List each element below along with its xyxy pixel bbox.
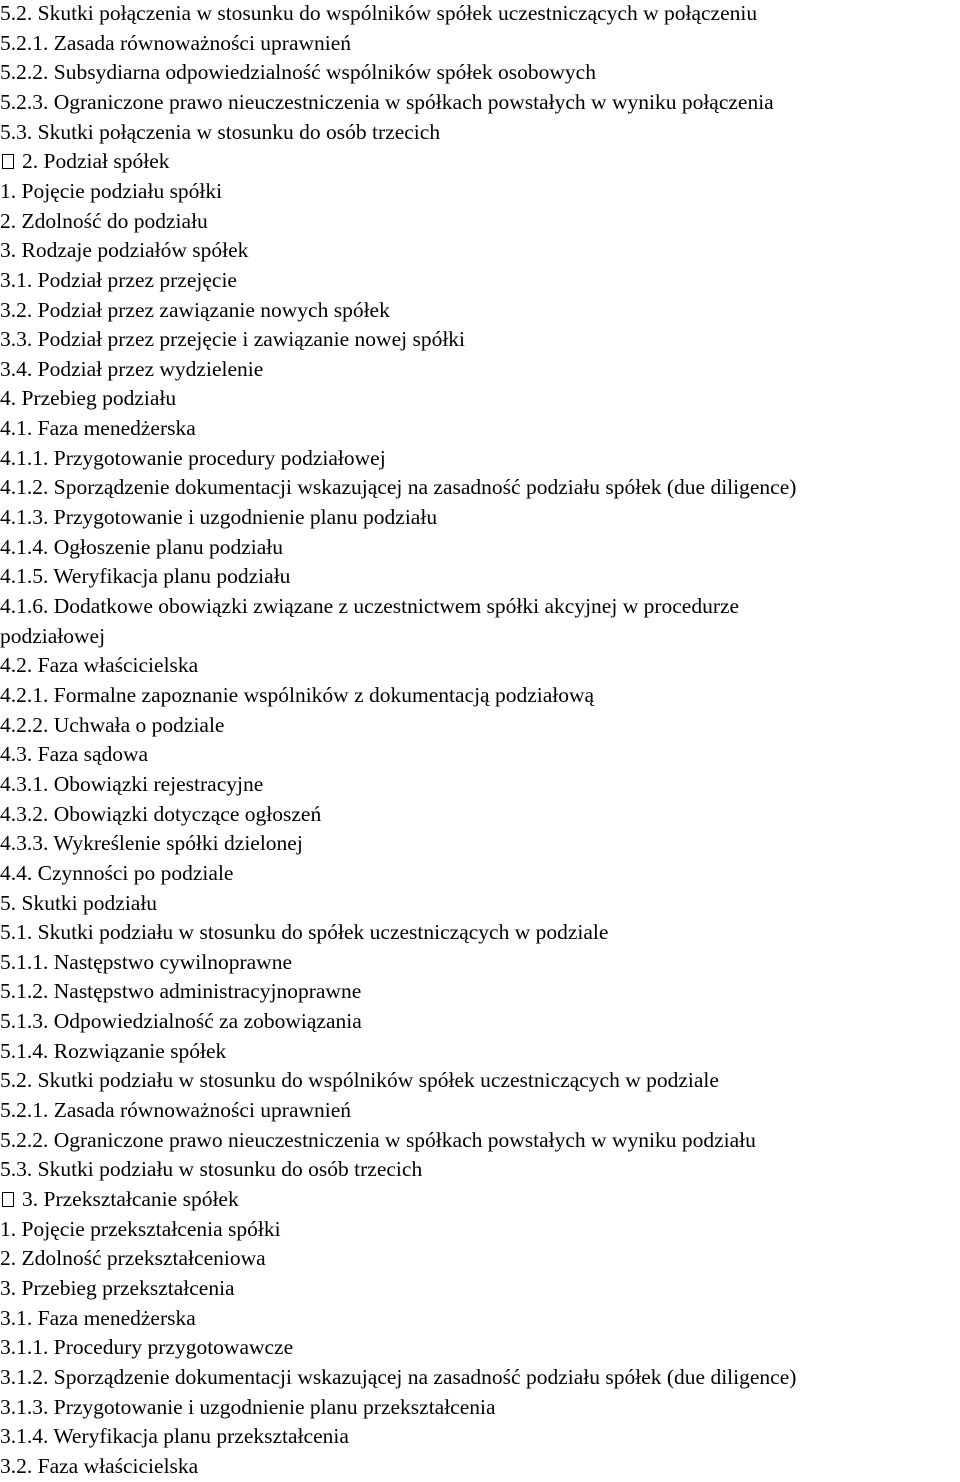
toc-line <box>0 770 960 800</box>
toc-line <box>0 1007 960 1037</box>
toc-line <box>0 977 960 1007</box>
toc-line-text: 3.1.1. Procedury przygotowawcze <box>0 1335 294 1360</box>
toc-line-text: 4.3.2. Obowiązki dotyczące ogłoszeń <box>0 801 322 826</box>
toc-line-text: podziałowej <box>0 623 106 648</box>
toc-line-text: 3. Rodzaje podziałów spółek <box>0 238 249 263</box>
toc-line-text: 4.1.6. Dodatkowe obowiązki związane z uczestnictwem spółki akcyjnej w procedurze <box>0 594 740 618</box>
toc-line <box>0 711 960 741</box>
toc-line <box>0 1363 960 1393</box>
toc-line <box>0 58 960 88</box>
toc-line <box>0 1452 960 1482</box>
toc-line <box>0 384 960 414</box>
toc-line-text: 2. Zdolność przekształceniowa <box>0 1246 266 1271</box>
toc-line <box>0 473 960 503</box>
toc-line <box>0 29 960 59</box>
toc-line-text: 4.3.3. Wykreślenie spółki dzielonej <box>0 831 303 856</box>
toc-line-text: 3.1.3. Przygotowanie i uzgodnienie planu przekształcenia <box>0 1394 496 1419</box>
toc-line-text: 2. Zdolność do podziału <box>0 208 208 233</box>
toc-line-text: 5.2.3. Ograniczone prawo nieuczestniczenia w spółkach powstałych w wyniku połączenia <box>0 89 774 114</box>
toc-line-text: 5.1.3. Odpowiedzialność za zobowiązania <box>0 1009 362 1034</box>
toc-line <box>0 562 960 592</box>
toc-line-text: 1. Pojęcie przekształcenia spółki <box>0 1216 281 1241</box>
toc-line-text: 4.3.1. Obowiązki rejestracyjne <box>0 771 264 796</box>
toc-line-text: 4. Przebieg podziału <box>0 386 177 411</box>
section-heading <box>0 147 960 177</box>
toc-line <box>0 533 960 563</box>
toc-line-text: 5.2. Skutki podziału w stosunku do wspólników spółek uczestniczących w podziale <box>0 1068 719 1093</box>
toc-line <box>0 1422 960 1452</box>
toc-line <box>0 325 960 355</box>
toc-line-text: 3.1. Faza menedżerska <box>0 1305 196 1330</box>
toc-line <box>0 622 960 652</box>
toc-line <box>0 740 960 770</box>
toc-line <box>0 207 960 237</box>
toc-line-text: 5.3. Skutki podziału w stosunku do osób trzecich <box>0 1157 423 1182</box>
toc-line-text: 4.1.3. Przygotowanie i uzgodnienie planu podziału <box>0 505 438 530</box>
toc-line-text: 3.3. Podział przez przejęcie i zawiązanie nowej spółki <box>0 327 466 352</box>
toc-line-text: 5.1.1. Następstwo cywilnoprawne <box>0 949 292 974</box>
toc-line-text: 3.4. Podział przez wydzielenie <box>0 356 264 381</box>
toc-line <box>0 177 960 207</box>
toc-line <box>0 444 960 474</box>
toc-line-text: 4.2.2. Uchwała o podziale <box>0 712 225 737</box>
toc-line <box>0 889 960 919</box>
toc-line <box>0 948 960 978</box>
toc-line-text: 4.1.1. Przygotowanie procedury podziałowej <box>0 445 386 470</box>
toc-line-text: 5.2.2. Ograniczone prawo nieuczestniczenia w spółkach powstałych w wyniku podziału <box>0 1127 756 1152</box>
toc-line-text: 4.4. Czynności po podziale <box>0 860 234 885</box>
toc-line <box>0 503 960 533</box>
toc-line-text: 4.2.1. Formalne zapoznanie wspólników z dokumentacją podziałową <box>0 682 595 707</box>
toc-line <box>0 592 960 622</box>
toc-line-text: 1. Pojęcie podziału spółki <box>0 178 223 203</box>
toc-line <box>0 1333 960 1363</box>
toc-line-text: 5.3. Skutki połączenia w stosunku do osób trzecich <box>0 119 441 144</box>
toc-line <box>0 1096 960 1126</box>
toc-line <box>0 829 960 859</box>
toc-line <box>0 800 960 830</box>
toc-line <box>0 266 960 296</box>
toc-line-text: 3.2. Faza właścicielska <box>0 1453 199 1478</box>
toc-line <box>0 1155 960 1185</box>
toc-line-text: 5.2.1. Zasada równoważności uprawnień <box>0 30 352 55</box>
toc-line <box>0 296 960 326</box>
toc-line-text: 3. Przekształcanie spółek <box>22 1187 239 1211</box>
toc-line-text: 3. Przebieg przekształcenia <box>0 1275 235 1300</box>
toc-line-text: 3.2. Podział przez zawiązanie nowych spółek <box>0 297 390 322</box>
toc-line-text: 5. Skutki podziału <box>0 890 158 915</box>
toc-line-text: 4.1.4. Ogłoszenie planu podziału <box>0 534 284 559</box>
toc-line <box>0 1304 960 1334</box>
toc-line <box>0 236 960 266</box>
toc-line-text: 5.2.1. Zasada równoważności uprawnień <box>0 1098 352 1123</box>
toc-line <box>0 88 960 118</box>
toc-line-text: 5.1.4. Rozwiązanie spółek <box>0 1038 227 1063</box>
toc-line-text: 5.1.2. Następstwo administracyjnoprawne <box>0 979 362 1004</box>
toc-line <box>0 1066 960 1096</box>
toc-line <box>0 414 960 444</box>
section-heading <box>0 1185 960 1215</box>
toc-line <box>0 355 960 385</box>
toc-line-text: 5.2.2. Subsydiarna odpowiedzialność wspólników spółek osobowych <box>0 60 596 85</box>
toc-line <box>0 918 960 948</box>
toc-line <box>0 1126 960 1156</box>
toc-line <box>0 1244 960 1274</box>
toc-line-text: 4.3. Faza sądowa <box>0 742 149 767</box>
toc-line-text: 2. Podział spółek <box>22 149 170 174</box>
toc-line <box>0 681 960 711</box>
toc-line <box>0 1037 960 1067</box>
toc-line-text: 3.1.4. Weryfikacja planu przekształcenia <box>0 1424 349 1449</box>
checkbox-glyph-icon <box>2 154 14 169</box>
toc-line-text: 4.2. Faza właścicielska <box>0 653 199 678</box>
toc-line-text: 4.1.5. Weryfikacja planu podziału <box>0 564 291 589</box>
toc-line <box>0 0 960 29</box>
toc-line <box>0 118 960 148</box>
toc-line-text: 5.1. Skutki podziału w stosunku do spółek uczestniczących w podziale <box>0 920 609 945</box>
toc-line-text: 4.1. Faza menedżerska <box>0 416 196 441</box>
toc-line-text: 5.2. Skutki połączenia w stosunku do wspólników spółek uczestniczących w połączeniu <box>0 1 758 25</box>
toc-line <box>0 1215 960 1245</box>
toc-line-text: 3.1.2. Sporządzenie dokumentacji wskazującej na zasadność podziału spółek (due diligence) <box>0 1364 797 1389</box>
toc-line <box>0 1393 960 1423</box>
toc-line <box>0 859 960 889</box>
toc-line-text: 3.1. Podział przez przejęcie <box>0 267 237 292</box>
toc-line <box>0 1274 960 1304</box>
toc-line-text: 4.1.2. Sporządzenie dokumentacji wskazującej na zasadność podziału spółek (due diligence) <box>0 475 797 500</box>
toc-line <box>0 651 960 681</box>
checkbox-glyph-icon <box>2 1192 14 1207</box>
